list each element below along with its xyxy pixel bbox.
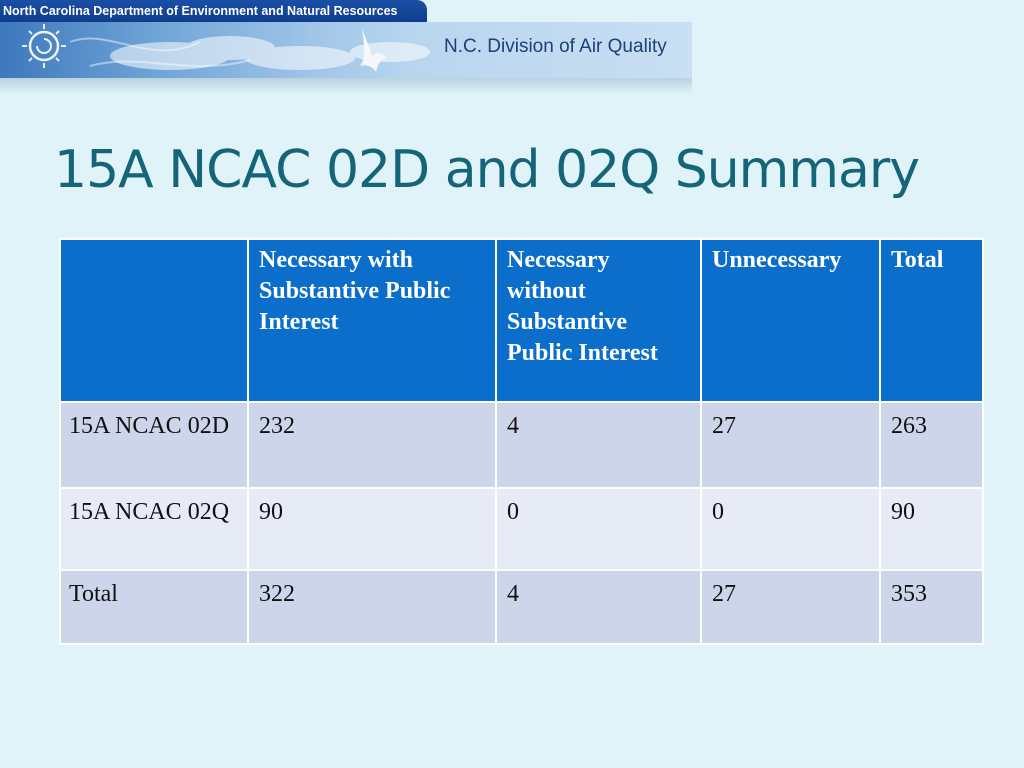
table-row bbox=[60, 402, 983, 488]
table-row bbox=[60, 488, 983, 570]
table-cell: 353 bbox=[880, 570, 983, 644]
table-cell: 90 bbox=[880, 488, 983, 570]
table-cell: 232 bbox=[248, 402, 496, 488]
table-row bbox=[60, 570, 983, 644]
table-cell: 322 bbox=[248, 570, 496, 644]
table-cell: 27 bbox=[701, 570, 880, 644]
sun-spiral-icon bbox=[22, 24, 66, 68]
slide-title: 15A NCAC 02D and 02Q Summary bbox=[54, 140, 919, 200]
agency-name-tab bbox=[0, 0, 427, 22]
header-banner bbox=[0, 22, 692, 78]
table-cell: 4 bbox=[496, 402, 701, 488]
column-header-empty bbox=[60, 239, 248, 402]
table-header-row bbox=[60, 239, 983, 402]
banner-shadow bbox=[0, 78, 692, 94]
row-label: 15A NCAC 02Q bbox=[60, 488, 248, 570]
agency-name: North Carolina Department of Environment and Natural Resources bbox=[3, 4, 398, 18]
table-cell: 0 bbox=[496, 488, 701, 570]
column-header-necessary-with-interest: Necessary with Substantive Public Interest bbox=[248, 239, 496, 402]
summary-table bbox=[59, 238, 984, 645]
column-header-total: Total bbox=[880, 239, 983, 402]
table-cell: 90 bbox=[248, 488, 496, 570]
division-name: N.C. Division of Air Quality bbox=[444, 36, 667, 57]
table-cell: 27 bbox=[701, 402, 880, 488]
column-header-necessary-without-interest: Necessary without Substantive Public Interest bbox=[496, 239, 701, 402]
row-label: 15A NCAC 02D bbox=[60, 402, 248, 488]
table-cell: 4 bbox=[496, 570, 701, 644]
table-cell: 0 bbox=[701, 488, 880, 570]
column-header-unnecessary: Unnecessary bbox=[701, 239, 880, 402]
row-label: Total bbox=[60, 570, 248, 644]
table-cell: 263 bbox=[880, 402, 983, 488]
